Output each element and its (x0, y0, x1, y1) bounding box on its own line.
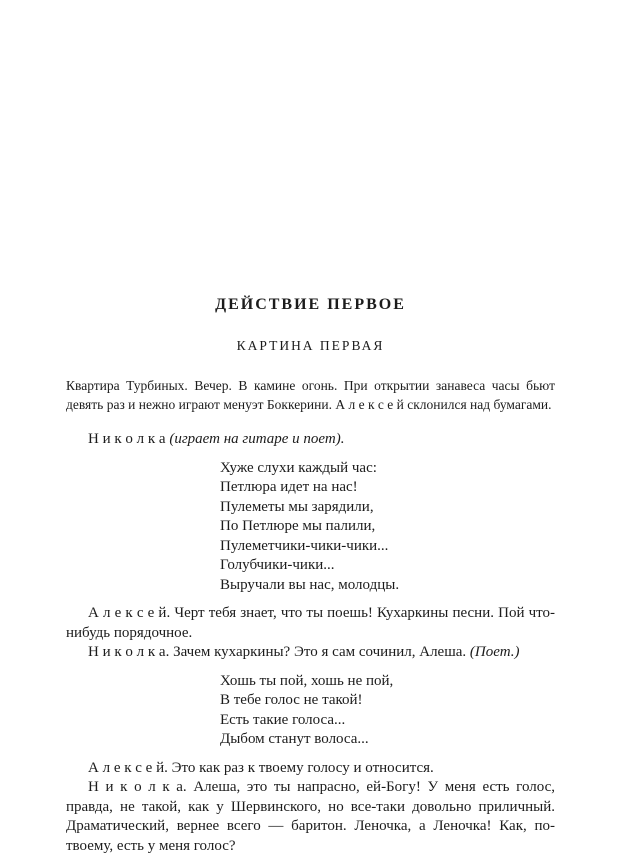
verse-line: Пулеметчики-чики-чики... (220, 537, 389, 554)
speaker-name-nikolka: Н и к о л к а. (88, 779, 187, 795)
verse-line: Выручали вы нас, молодцы. (220, 576, 400, 593)
inline-stage-direction: (играет на гитаре и поет). (169, 431, 345, 447)
dialogue-text: Алеша, это ты напрасно, ей-Богу! У меня есть голос, правда, не такой, как у Шервинского, но все-таки довольно приличный. Драматический, вернее всего — баритон. Леночка, а Леночка! Как, по-твоему, есть у меня голос? (66, 779, 556, 854)
dialogue-text: Черт тебя знает, что ты поешь! Кухаркины песни. Пой что-нибудь порядочное. (66, 605, 556, 641)
song-verse-1 (220, 459, 555, 596)
song-verse-2 (220, 672, 555, 750)
dialogue-nikolka-2 (66, 778, 555, 856)
verse-line: Пулеметы мы зарядили, (220, 498, 374, 515)
verse-line: Дыбом станут волоса... (220, 731, 369, 747)
dialogue-alexey-1 (66, 604, 555, 643)
speaker-name-alexey: А л е к с е й. (88, 605, 171, 621)
inline-stage-direction: (Поет.) (469, 644, 520, 660)
dialogue-text: Зачем кухаркины? Это я сам сочинил, Алеша. (173, 644, 467, 660)
speaker-name-nikolka: Н и к о л к а (88, 431, 166, 447)
speaker-name-nikolka: Н и к о л к а. (88, 644, 170, 660)
stage-direction: Квартира Турбиных. Вечер. В камине огонь. При открытии занавеса часы бьют девять раз и нежно играют менуэт Боккерини. А л е к с е й склонился над бумагами. (66, 378, 555, 412)
scene-title: КАРТИНА ПЕРВАЯ (236, 338, 385, 353)
verse-line: В тебе голос не такой! (220, 692, 363, 708)
dialogue-text: Это как раз к твоему голосу и относится. (171, 759, 434, 776)
dialogue-nikolka-1 (66, 643, 555, 663)
verse-line: Петлюра идет на нас! (220, 479, 358, 495)
verse-line: Хуже слухи каждый час: (220, 459, 377, 476)
dialogue-nikolka-intro (66, 430, 555, 450)
verse-line: Голубчики-чики... (220, 557, 335, 573)
dialogue-alexey-2 (66, 759, 555, 779)
verse-line: Хошь ты пой, хошь не пой, (220, 672, 394, 689)
verse-line: Есть такие голоса... (220, 711, 346, 728)
verse-line: По Петлюре мы палили, (220, 518, 376, 534)
speaker-name-alexey: А л е к с е й. (88, 759, 168, 776)
act-title: ДЕЙСТВИЕ ПЕРВОЕ (215, 296, 406, 313)
